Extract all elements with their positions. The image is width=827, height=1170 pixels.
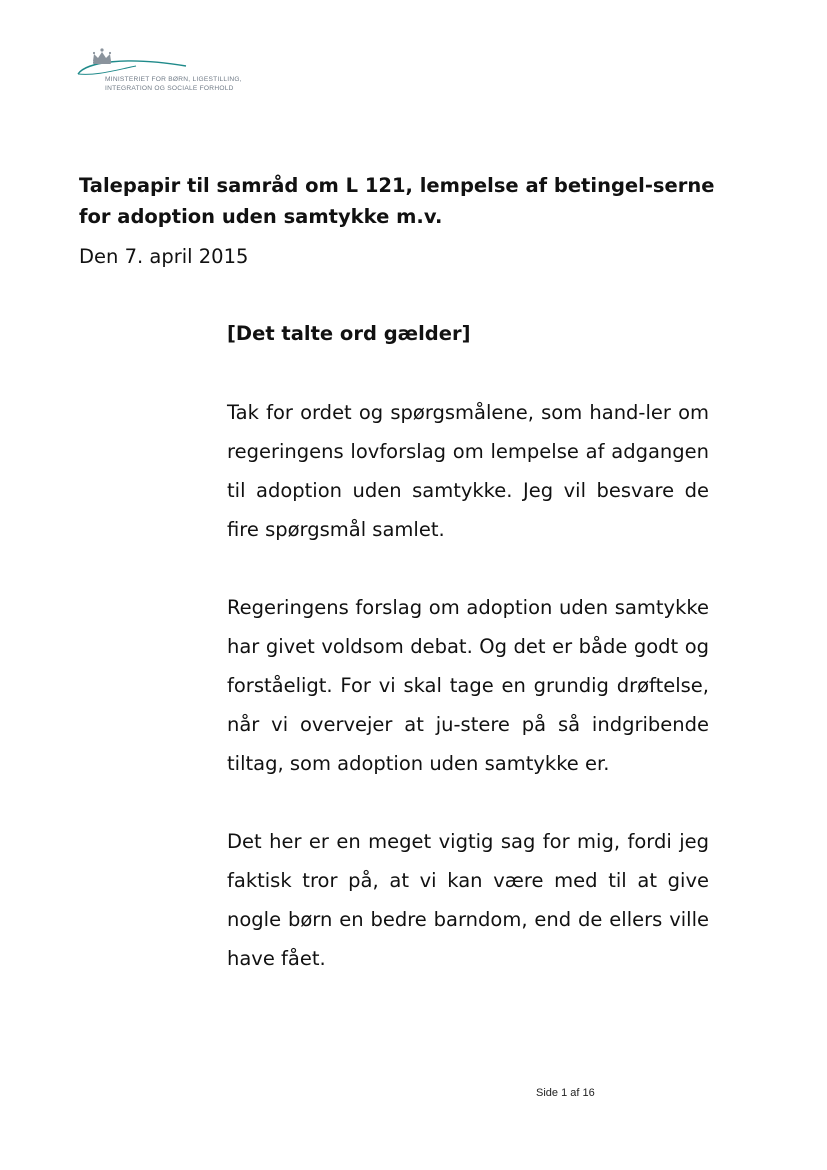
document-title: Talepapir til samråd om L 121, lempelse af betingel-serne for adoption uden samtykke m.v.: [79, 174, 715, 228]
page-number: Side 1 af 16: [536, 1087, 595, 1099]
paragraph: Det her er en meget vigtig sag for mig, fordi jeg faktisk tror på, at vi kan være med til at give nogle børn en bedre barndom, end de ellers ville have fået.: [227, 830, 709, 970]
spoken-word-note: [Det talte ord gælder]: [227, 322, 471, 345]
ministry-name-line2: INTEGRATION OG SOCIALE FORHOLD: [105, 85, 234, 92]
paragraph: Regeringens forslag om adoption uden samtykke har givet voldsom debat. Og det er både godt og forståeligt. For vi skal tage en grundig drøftelse, når vi overvejer at ju-stere på så indgribende tiltag, som adoption uden samtykke er.: [227, 596, 709, 775]
paragraph: Tak for ordet og spørgsmålene, som hand-ler om regeringens lovforslag om lempelse af adgangen til adoption uden samtykke. Jeg vil besvare de fire spørgsmål samlet.: [227, 401, 709, 541]
ministry-name-line1: MINISTERIET FOR BØRN, LIGESTILLING,: [105, 76, 242, 83]
ministry-name: [105, 75, 242, 93]
speech-body: [227, 318, 709, 1017]
document-date: Den 7. april 2015: [79, 245, 249, 268]
ministry-logo: [76, 46, 276, 98]
